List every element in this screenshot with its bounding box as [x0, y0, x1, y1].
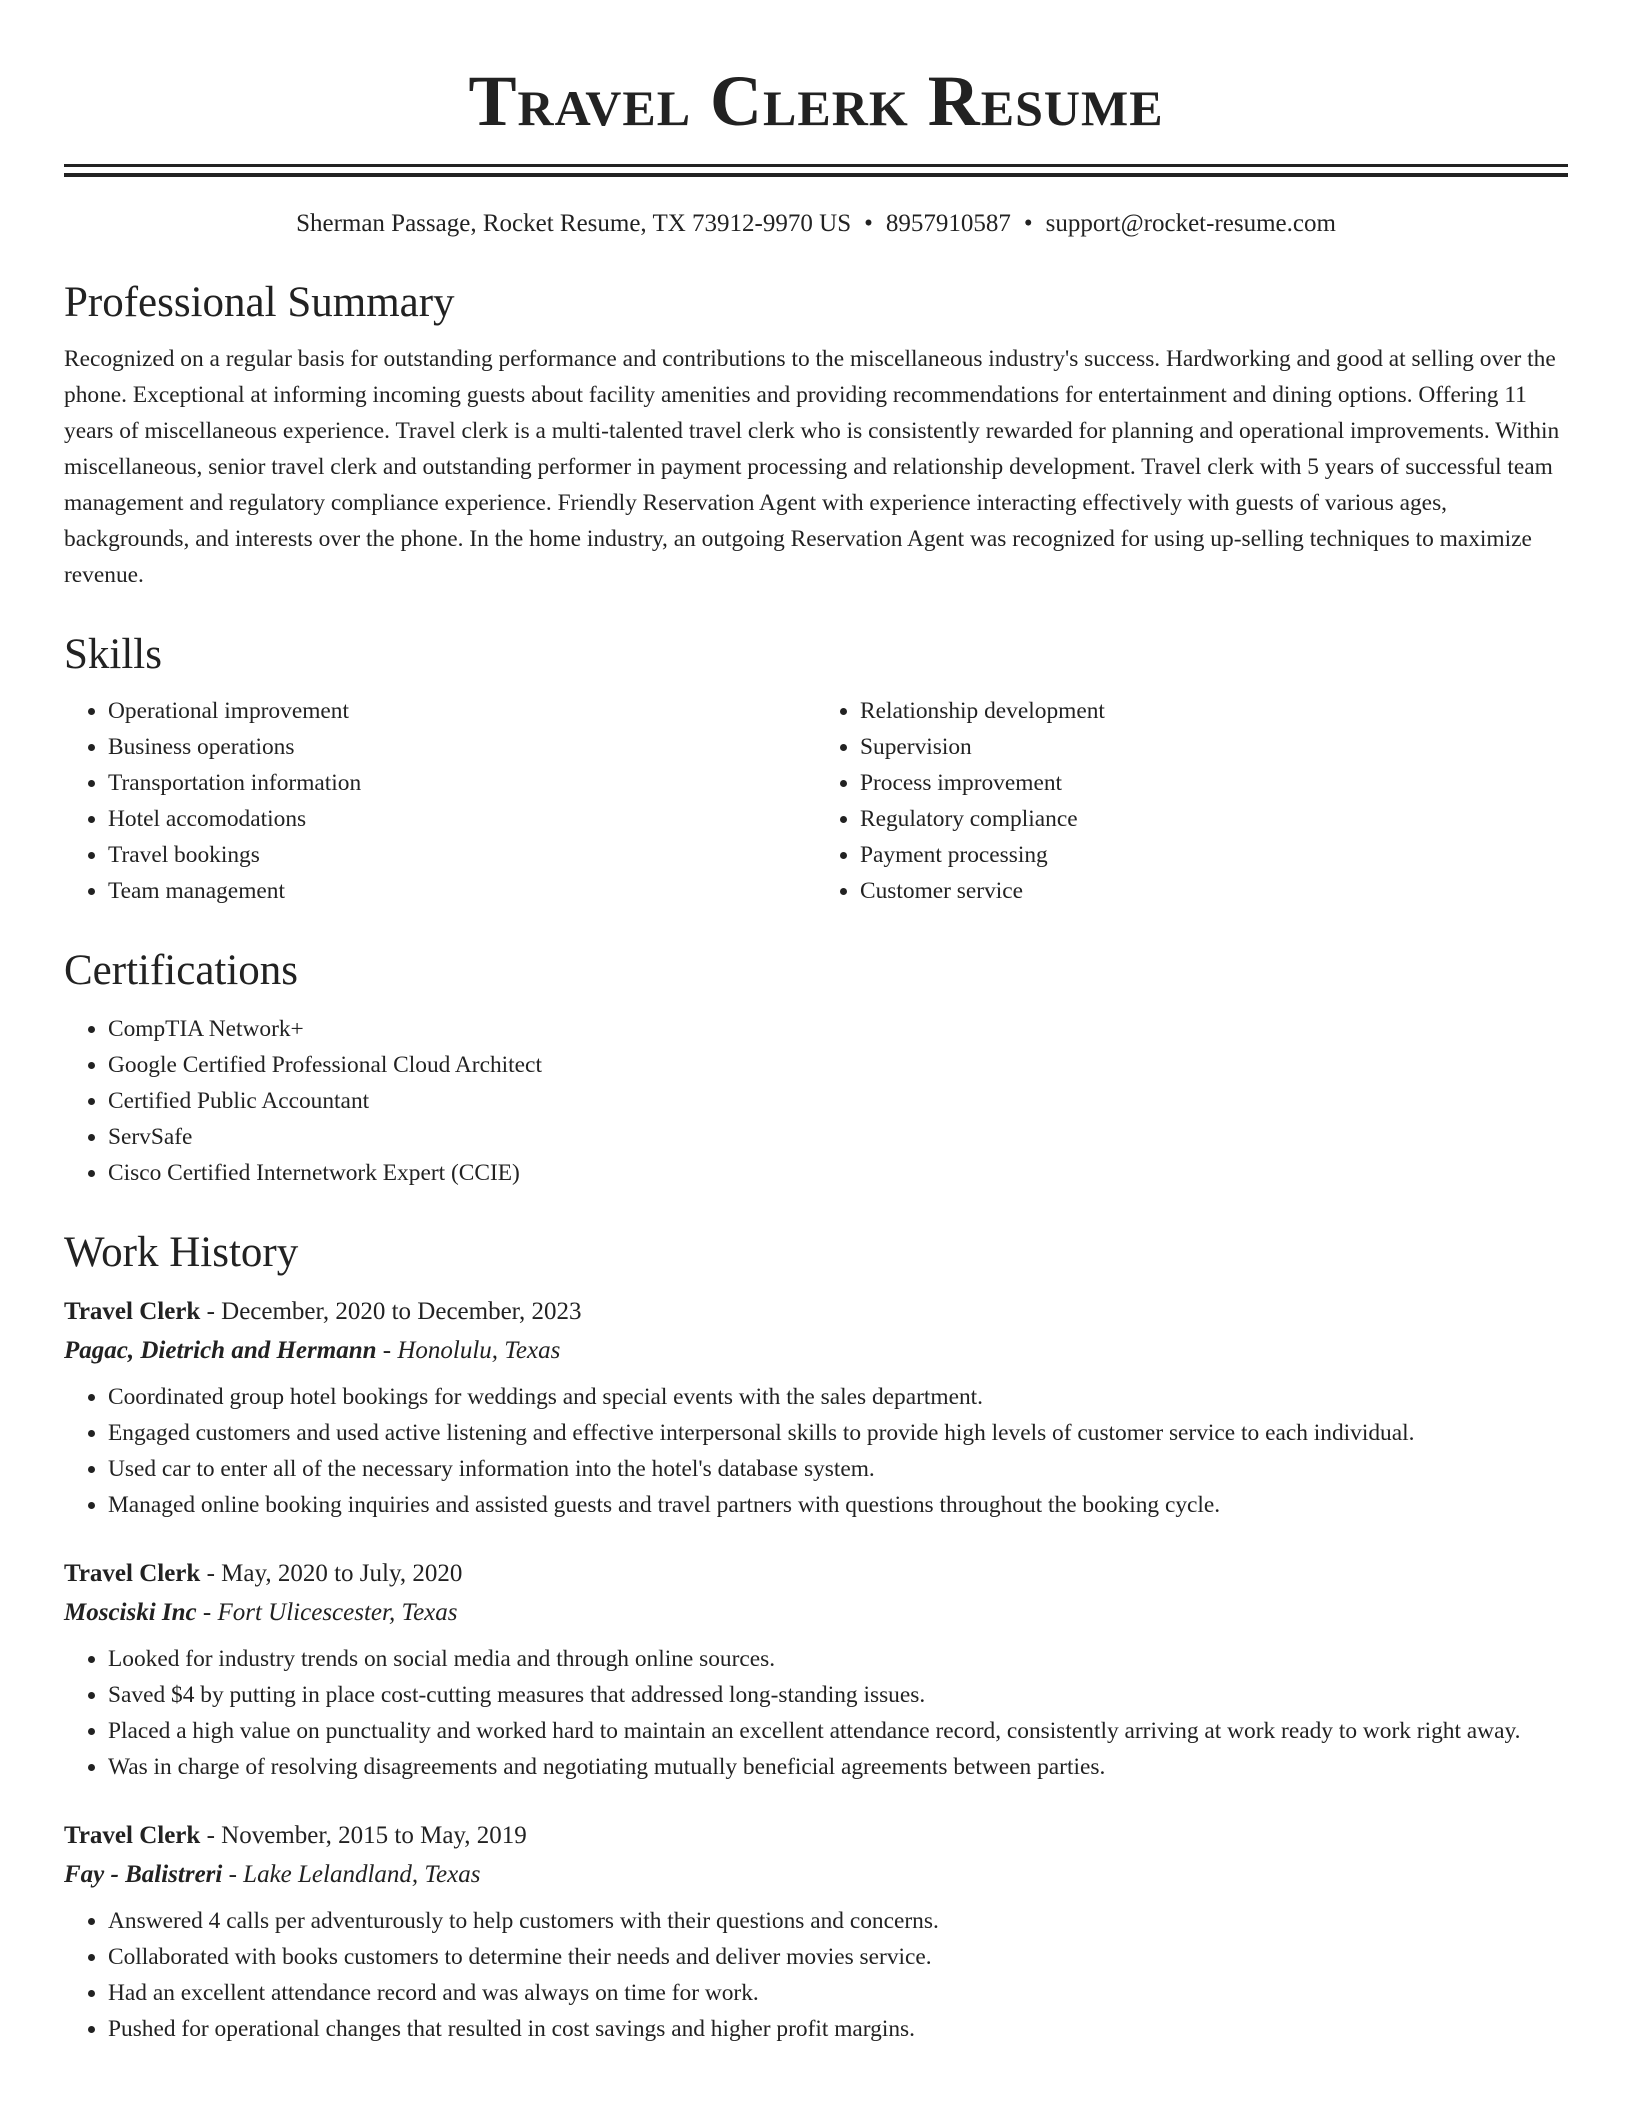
skill-item: • Team management — [108, 873, 816, 909]
certification-item: • CompTIA Network+ — [108, 1011, 1568, 1047]
job-location: - Honolulu, Texas — [376, 1337, 561, 1364]
summary-section — [64, 277, 1568, 593]
title-divider — [64, 164, 1568, 177]
job-dates: - May, 2020 to July, 2020 — [200, 1560, 463, 1587]
job-title-line — [64, 1293, 1568, 1331]
certifications-list — [64, 1011, 1568, 1191]
job-bullet: • Saved $4 by putting in place cost-cutting measures that addressed long-standing issues. — [108, 1677, 1568, 1713]
skill-item: • Supervision — [860, 729, 1568, 765]
job-bullet: • Used car to enter all of the necessary information into the hotel's database system. — [108, 1451, 1568, 1487]
job-title: Travel Clerk — [64, 1298, 201, 1325]
certifications-section — [64, 945, 1568, 1191]
work-history-heading: Work History — [64, 1229, 299, 1276]
job-company-line — [64, 1593, 1568, 1633]
skill-item: • Payment processing — [860, 837, 1568, 873]
job-bullet: • Looked for industry trends on social media and through online sources. — [108, 1641, 1568, 1677]
certification-item: • Certified Public Accountant — [108, 1083, 1568, 1119]
job-location: - Lake Lelandland, Texas — [222, 1861, 481, 1888]
contact-phone: 8957910587 — [885, 210, 1011, 237]
work-history-section — [64, 1227, 1568, 2047]
contact-separator: • — [1023, 210, 1033, 237]
job-bullet: • Managed online booking inquiries and assisted guests and travel partners with questions throughout the booking cycle. — [108, 1487, 1568, 1523]
job-bullet: • Was in charge of resolving disagreements and negotiating mutually beneficial agreements between parties. — [108, 1749, 1568, 1785]
job-company-line — [64, 1331, 1568, 1371]
skills-section — [64, 629, 1568, 909]
job-company-line — [64, 1855, 1568, 1895]
contact-email[interactable]: support@rocket-resume.com — [1045, 210, 1336, 237]
job-bullet: • Answered 4 calls per adventurously to help customers with their questions and concerns. — [108, 1903, 1568, 1939]
job-bullets — [64, 1379, 1568, 1523]
skill-item: • Process improvement — [860, 765, 1568, 801]
job-company: Pagac, Dietrich and Hermann — [64, 1337, 377, 1364]
contact-separator: • — [864, 210, 873, 237]
job-title: Travel Clerk — [64, 1560, 201, 1587]
skill-item: • Travel bookings — [108, 837, 816, 873]
certification-item: • Google Certified Professional Cloud Architect — [108, 1047, 1568, 1083]
job-entry — [64, 1555, 1568, 1785]
skills-columns — [64, 693, 1568, 909]
skill-item: • Transportation information — [108, 765, 816, 801]
contact-line — [64, 207, 1568, 241]
skill-item: • Regulatory compliance — [860, 801, 1568, 837]
job-bullet: • Collaborated with books customers to determine their needs and deliver movies service. — [108, 1939, 1568, 1975]
skill-item: • Operational improvement — [108, 693, 816, 729]
certification-item: • ServSafe — [108, 1119, 1568, 1155]
summary-heading: Professional Summary — [64, 279, 455, 326]
certifications-heading: Certifications — [64, 947, 299, 994]
job-dates: - December, 2020 to December, 2023 — [200, 1298, 582, 1325]
skills-heading: Skills — [64, 631, 162, 678]
skills-list-right — [816, 693, 1568, 909]
job-dates: - November, 2015 to May, 2019 — [200, 1822, 527, 1849]
job-location: - Fort Ulicescester, Texas — [196, 1599, 458, 1626]
job-bullet: • Engaged customers and used active listening and effective interpersonal skills to provide high levels of customer service to each individual. — [108, 1415, 1568, 1451]
skill-item: • Relationship development — [860, 693, 1568, 729]
contact-address: Sherman Passage, Rocket Resume, TX 73912-9970 US — [296, 210, 852, 237]
skill-item: • Business operations — [108, 729, 816, 765]
skills-list-left — [64, 693, 816, 909]
skill-item: • Customer service — [860, 873, 1568, 909]
job-company: Mosciski Inc — [64, 1599, 197, 1626]
certification-item: • Cisco Certified Internetwork Expert (CCIE) — [108, 1155, 1568, 1191]
job-entry — [64, 1293, 1568, 1523]
job-company: Fay - Balistreri — [64, 1861, 223, 1888]
job-title-line — [64, 1817, 1568, 1855]
job-title-line — [64, 1555, 1568, 1593]
job-bullet: • Placed a high value on punctuality and worked hard to maintain an excellent attendance record, consistently arriving at work ready to work right away. — [108, 1713, 1568, 1749]
job-bullet: • Had an excellent attendance record and was always on time for work. — [108, 1975, 1568, 2011]
job-bullets — [64, 1641, 1568, 1785]
job-title: Travel Clerk — [64, 1822, 201, 1849]
job-bullets — [64, 1903, 1568, 2047]
summary-text: Recognized on a regular basis for outstanding performance and contributions to the miscellaneous industry's success. Hardworking and good at selling over the phone. Exceptional at informing incoming guests about facility amenities and providing recommendations for entertainment and dining options. Offering 11 years of miscellaneous experience. Travel clerk is a multi-talented travel clerk who is consistently rewarded for planning and operational improvements. Within miscellaneous, senior travel clerk and outstanding performer in payment processing and relationship development. Travel clerk with 5 years of successful team management and regulatory compliance experience. Friendly Reservation Agent with experience interacting effectively with guests of various ages, backgrounds, and interests over the phone. In the home industry, an outgoing Reservation Agent was recognized for using up-selling techniques to maximize revenue. — [64, 346, 1560, 588]
job-bullet: • Pushed for operational changes that resulted in cost savings and higher profit margins. — [108, 2011, 1568, 2047]
job-entry — [64, 1817, 1568, 2047]
resume-title: Travel Clerk Resume — [468, 61, 1164, 141]
job-bullet: • Coordinated group hotel bookings for weddings and special events with the sales department. — [108, 1379, 1568, 1415]
skill-item: • Hotel accomodations — [108, 801, 816, 837]
